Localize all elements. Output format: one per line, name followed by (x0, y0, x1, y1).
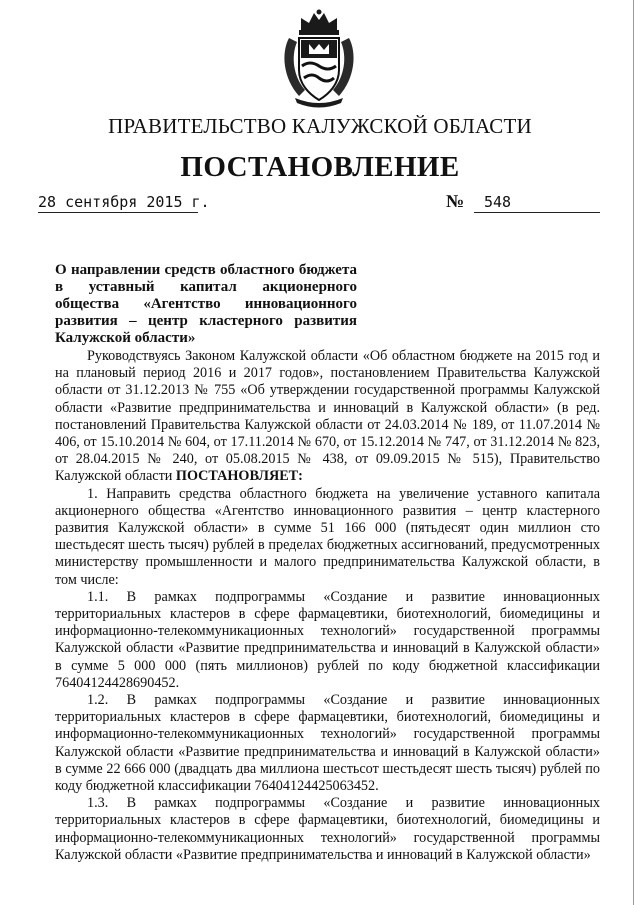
clause-1: 1. Направить средства областного бюджета на увеличение уставного капитала акционерного общества «Агентство инновационного развития – центр кластерного развития Калужской области» в сумме 51 166 000 (пятьдесят один миллион сто шестьдесят шесть тысяч) рублей в пределах бюджетных ассигнований, предусмотренных министерству промышленности и малого предпринимательства Калужской области, в том числе: (55, 485, 600, 588)
resolve-keyword: ПОСТАНОВЛЯЕТ: (175, 468, 303, 485)
clause-1-1: 1.1. В рамках подпрограммы «Создание и развитие инновационных территориальных кластеров в сфере фармацевтики, биотехнологий, биомедицины и информационно-телекоммуникационных технологий» государственной программы Калужской области «Развитие предпринимательства и инноваций в Калужской области» в сумме 5 000 000 (пять миллионов) рублей по коду бюджетной классификации 76404124428690452. (55, 588, 600, 691)
document-date: 28 сентября 2015 г. (38, 193, 210, 211)
number-sign: № (446, 191, 465, 211)
coat-of-arms-icon (279, 8, 359, 108)
clause-1-3: 1.3. В рамках подпрограммы «Создание и развитие инновационных территориальных кластеров в сфере фармацевтики, биотехнологий, биомедицины и информационно-телекоммуникационных технологий» государственной программы Калужской области «Развитие предпринимательства и инноваций в Калужской области» (55, 795, 600, 863)
document-title: О направлении средств областного бюджета в уставный капитал акционерного общества «Агентство инновационного развития – центр кластерного развития Калужской области» (55, 262, 357, 346)
document-body (55, 348, 600, 864)
preamble-text: Руководствуясь Законом Калужской области «Об областном бюджете на 2015 год и на плановый период 2016 и 2017 годов», постановлением Правительства Калужской области от 31.12.2013 № 755 «Об утверждении государственной программы Калужской области «Развитие предпринимательства и инноваций в Калужской области» (в ред. постановлений Правительства Калужской области от 24.03.2014 № 189, от 11.07.2014 № 406, от 15.10.2014 № 604, от 17.11.2014 № 670, от 15.12.2014 № 747, от 31.12.2014 № 823, от 28.04.2015 № 240, от 05.08.2015 № 438, от 09.09.2015 № 515), Правительство Калужской области (55, 348, 600, 485)
preamble-paragraph (55, 348, 600, 486)
document-type-heading: ПОСТАНОВЛЕНИЕ (180, 151, 460, 183)
date-underline (38, 212, 198, 213)
government-name: ПРАВИТЕЛЬСТВО КАЛУЖСКОЙ ОБЛАСТИ (108, 114, 532, 138)
number-underline (474, 212, 600, 213)
clause-1-2: 1.2. В рамках подпрограммы «Создание и развитие инновационных территориальных кластеров в сфере фармацевтики, биотехнологий, биомедицины и информационно-телекоммуникационных технологий» государственной программы Калужской области «Развитие предпринимательства и инноваций в Калужской области» в сумме 22 666 000 (двадцать два миллиона шестьсот шестьдесят шесть тысяч) рублей по коду бюджетной классификации 76404124425063452. (55, 692, 600, 795)
document-number: 548 (484, 193, 512, 211)
